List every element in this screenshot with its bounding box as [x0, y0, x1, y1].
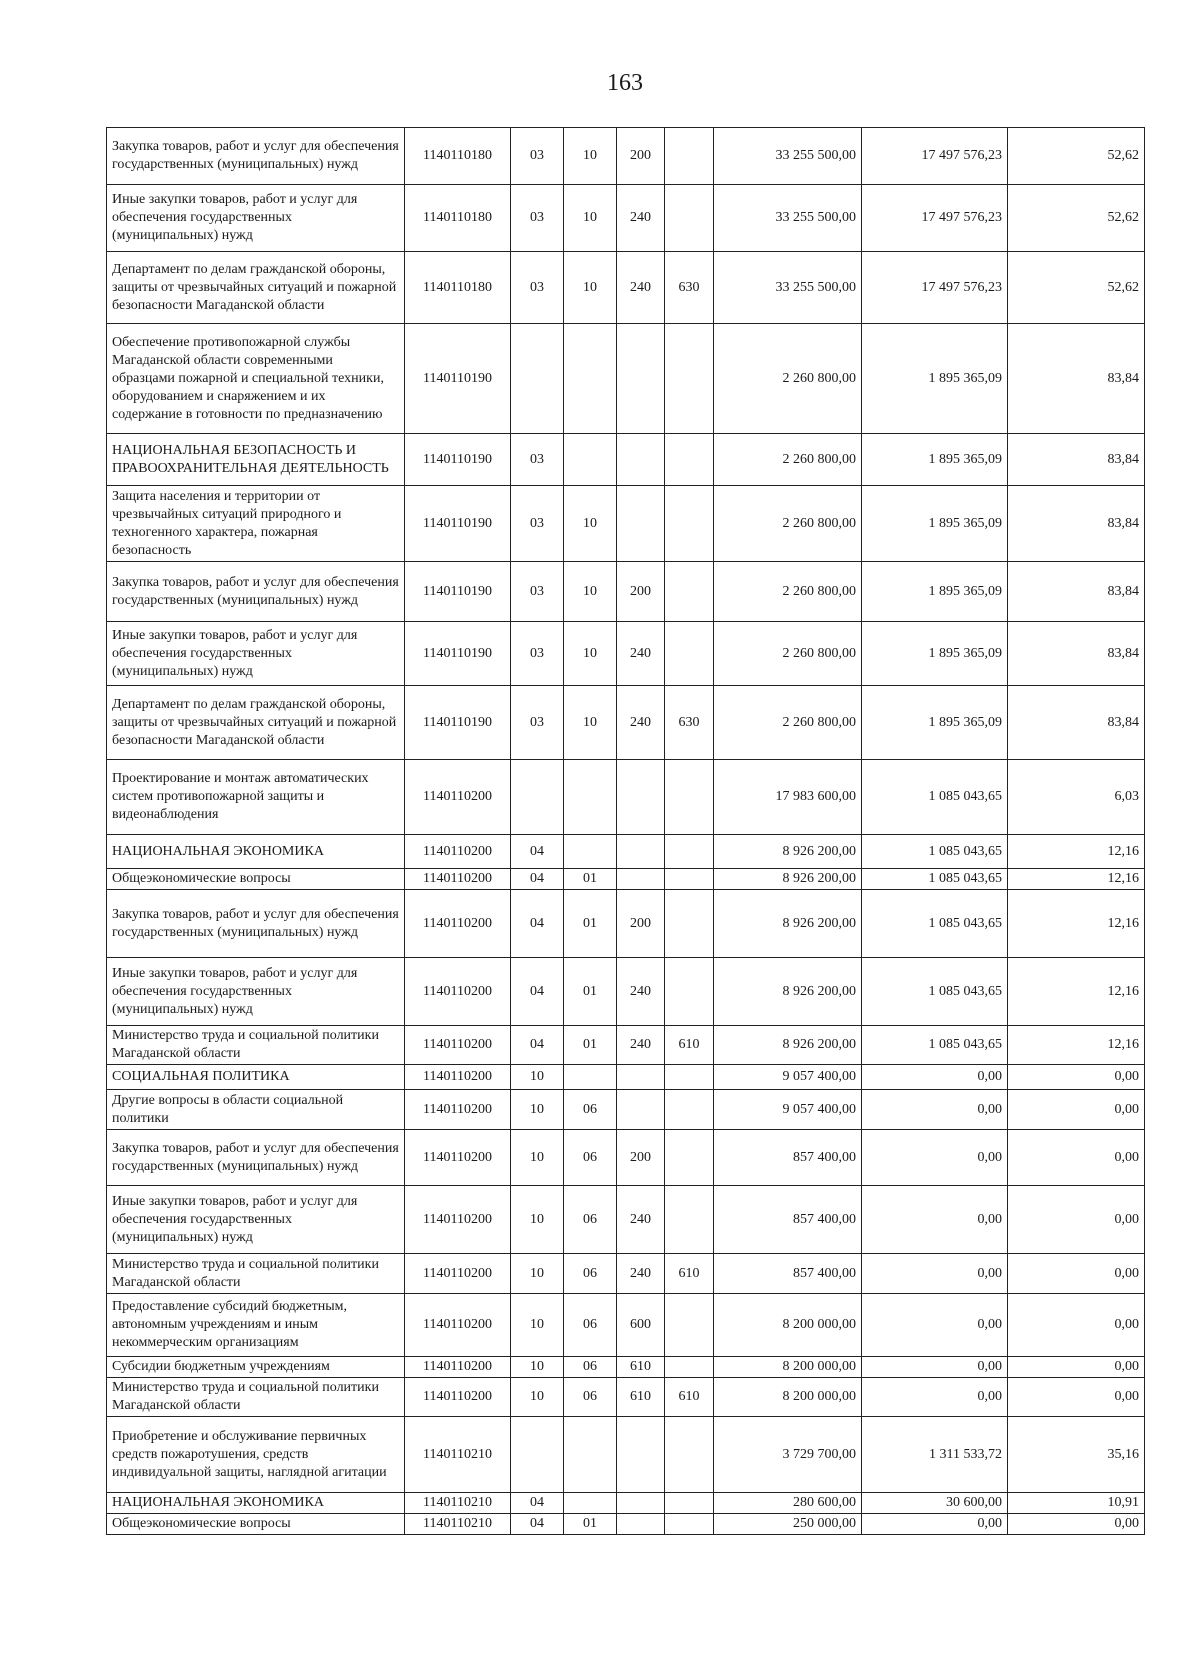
table-row [107, 1378, 1145, 1417]
expense-type-cell: 200 [617, 1130, 665, 1186]
target-article-cell: 1140110200 [405, 1294, 511, 1357]
target-article-cell: 1140110210 [405, 1514, 511, 1535]
administrator-cell [665, 869, 714, 890]
table-row [107, 869, 1145, 890]
planned-amount-cell: 33 255 500,00 [714, 128, 862, 185]
planned-amount-cell: 8 926 200,00 [714, 869, 862, 890]
planned-amount-cell: 9 057 400,00 [714, 1090, 862, 1130]
planned-amount-cell: 857 400,00 [714, 1254, 862, 1294]
executed-amount-cell: 1 895 365,09 [862, 622, 1008, 686]
target-article-cell: 1140110200 [405, 1186, 511, 1254]
executed-amount-cell: 0,00 [862, 1357, 1008, 1378]
percent-cell: 0,00 [1008, 1294, 1145, 1357]
expense-type-cell: 200 [617, 128, 665, 185]
table-body [107, 128, 1145, 1535]
target-article-cell: 1140110190 [405, 486, 511, 562]
row-name-cell: Другие вопросы в области социальной политики [107, 1090, 405, 1130]
expense-type-cell: 200 [617, 562, 665, 622]
table-row [107, 1514, 1145, 1535]
planned-amount-cell: 3 729 700,00 [714, 1417, 862, 1493]
row-name-cell: Общеэкономические вопросы [107, 869, 405, 890]
subsection-cell [564, 1065, 617, 1090]
section-cell: 03 [511, 622, 564, 686]
subsection-cell: 01 [564, 869, 617, 890]
target-article-cell: 1140110180 [405, 252, 511, 324]
subsection-cell: 10 [564, 486, 617, 562]
percent-cell: 83,84 [1008, 434, 1145, 486]
subsection-cell: 06 [564, 1090, 617, 1130]
row-name-cell: Приобретение и обслуживание первичных средств пожаротушения, средств индивидуальной защиты, наглядной агитации [107, 1417, 405, 1493]
planned-amount-cell: 8 200 000,00 [714, 1357, 862, 1378]
row-name-cell: Предоставление субсидий бюджетным, автономным учреждениям и иным некоммерческим организациям [107, 1294, 405, 1357]
target-article-cell: 1140110200 [405, 1357, 511, 1378]
target-article-cell: 1140110200 [405, 1065, 511, 1090]
subsection-cell: 10 [564, 622, 617, 686]
executed-amount-cell: 17 497 576,23 [862, 252, 1008, 324]
subsection-cell: 06 [564, 1357, 617, 1378]
table-row [107, 760, 1145, 835]
subsection-cell [564, 434, 617, 486]
planned-amount-cell: 2 260 800,00 [714, 622, 862, 686]
percent-cell: 52,62 [1008, 128, 1145, 185]
percent-cell: 52,62 [1008, 252, 1145, 324]
administrator-cell [665, 835, 714, 869]
table-row [107, 434, 1145, 486]
executed-amount-cell: 0,00 [862, 1186, 1008, 1254]
percent-cell: 12,16 [1008, 890, 1145, 958]
section-cell: 10 [511, 1254, 564, 1294]
row-name-cell: Министерство труда и социальной политики Магаданской области [107, 1378, 405, 1417]
planned-amount-cell: 280 600,00 [714, 1493, 862, 1514]
target-article-cell: 1140110200 [405, 1026, 511, 1065]
subsection-cell: 01 [564, 958, 617, 1026]
subsection-cell: 10 [564, 686, 617, 760]
section-cell: 04 [511, 1493, 564, 1514]
percent-cell: 35,16 [1008, 1417, 1145, 1493]
percent-cell: 0,00 [1008, 1378, 1145, 1417]
row-name-cell: Закупка товаров, работ и услуг для обеспечения государственных (муниципальных) нужд [107, 890, 405, 958]
executed-amount-cell: 0,00 [862, 1090, 1008, 1130]
expense-type-cell: 600 [617, 1294, 665, 1357]
executed-amount-cell: 1 895 365,09 [862, 324, 1008, 434]
executed-amount-cell: 30 600,00 [862, 1493, 1008, 1514]
target-article-cell: 1140110200 [405, 869, 511, 890]
row-name-cell: Общеэкономические вопросы [107, 1514, 405, 1535]
section-cell: 10 [511, 1378, 564, 1417]
table-row [107, 686, 1145, 760]
percent-cell: 0,00 [1008, 1130, 1145, 1186]
section-cell: 04 [511, 958, 564, 1026]
expense-type-cell [617, 486, 665, 562]
executed-amount-cell: 1 085 043,65 [862, 835, 1008, 869]
administrator-cell [665, 1514, 714, 1535]
planned-amount-cell: 2 260 800,00 [714, 686, 862, 760]
executed-amount-cell: 1 085 043,65 [862, 958, 1008, 1026]
executed-amount-cell: 0,00 [862, 1065, 1008, 1090]
executed-amount-cell: 1 895 365,09 [862, 686, 1008, 760]
row-name-cell: Закупка товаров, работ и услуг для обеспечения государственных (муниципальных) нужд [107, 128, 405, 185]
subsection-cell [564, 1493, 617, 1514]
expense-type-cell [617, 1417, 665, 1493]
expense-type-cell: 240 [617, 958, 665, 1026]
planned-amount-cell: 2 260 800,00 [714, 486, 862, 562]
executed-amount-cell: 1 085 043,65 [862, 760, 1008, 835]
section-cell: 10 [511, 1357, 564, 1378]
percent-cell: 52,62 [1008, 185, 1145, 252]
expense-type-cell [617, 869, 665, 890]
planned-amount-cell: 33 255 500,00 [714, 185, 862, 252]
expense-type-cell: 200 [617, 890, 665, 958]
planned-amount-cell: 2 260 800,00 [714, 324, 862, 434]
table-row [107, 622, 1145, 686]
target-article-cell: 1140110200 [405, 1254, 511, 1294]
planned-amount-cell: 17 983 600,00 [714, 760, 862, 835]
planned-amount-cell: 8 926 200,00 [714, 958, 862, 1026]
expense-type-cell: 610 [617, 1357, 665, 1378]
table-row [107, 1026, 1145, 1065]
section-cell: 04 [511, 1514, 564, 1535]
section-cell: 04 [511, 869, 564, 890]
planned-amount-cell: 2 260 800,00 [714, 562, 862, 622]
percent-cell: 12,16 [1008, 1026, 1145, 1065]
target-article-cell: 1140110210 [405, 1493, 511, 1514]
expense-type-cell [617, 1514, 665, 1535]
percent-cell: 0,00 [1008, 1186, 1145, 1254]
section-cell: 10 [511, 1090, 564, 1130]
expense-type-cell: 240 [617, 1186, 665, 1254]
row-name-cell: СОЦИАЛЬНАЯ ПОЛИТИКА [107, 1065, 405, 1090]
table-row [107, 1357, 1145, 1378]
row-name-cell: Иные закупки товаров, работ и услуг для обеспечения государственных (муниципальных) нужд [107, 1186, 405, 1254]
section-cell: 10 [511, 1130, 564, 1186]
expense-type-cell [617, 1065, 665, 1090]
administrator-cell: 630 [665, 252, 714, 324]
subsection-cell: 06 [564, 1254, 617, 1294]
executed-amount-cell: 17 497 576,23 [862, 185, 1008, 252]
target-article-cell: 1140110190 [405, 324, 511, 434]
planned-amount-cell: 2 260 800,00 [714, 434, 862, 486]
planned-amount-cell: 9 057 400,00 [714, 1065, 862, 1090]
percent-cell: 83,84 [1008, 486, 1145, 562]
expense-type-cell: 240 [617, 622, 665, 686]
table-row [107, 1254, 1145, 1294]
administrator-cell [665, 1493, 714, 1514]
table-row [107, 562, 1145, 622]
subsection-cell: 01 [564, 890, 617, 958]
executed-amount-cell: 0,00 [862, 1294, 1008, 1357]
target-article-cell: 1140110190 [405, 622, 511, 686]
percent-cell: 0,00 [1008, 1090, 1145, 1130]
administrator-cell [665, 562, 714, 622]
subsection-cell: 06 [564, 1294, 617, 1357]
executed-amount-cell: 1 085 043,65 [862, 1026, 1008, 1065]
planned-amount-cell: 8 200 000,00 [714, 1378, 862, 1417]
row-name-cell: Министерство труда и социальной политики Магаданской области [107, 1254, 405, 1294]
percent-cell: 6,03 [1008, 760, 1145, 835]
percent-cell: 0,00 [1008, 1357, 1145, 1378]
administrator-cell [665, 958, 714, 1026]
budget-table [106, 127, 1145, 1535]
administrator-cell: 610 [665, 1378, 714, 1417]
percent-cell: 83,84 [1008, 562, 1145, 622]
expense-type-cell: 610 [617, 1378, 665, 1417]
section-cell [511, 760, 564, 835]
section-cell [511, 1417, 564, 1493]
subsection-cell: 10 [564, 128, 617, 185]
section-cell: 03 [511, 562, 564, 622]
table-row [107, 835, 1145, 869]
administrator-cell [665, 434, 714, 486]
row-name-cell: Закупка товаров, работ и услуг для обеспечения государственных (муниципальных) нужд [107, 562, 405, 622]
table-row [107, 1186, 1145, 1254]
planned-amount-cell: 8 926 200,00 [714, 835, 862, 869]
expense-type-cell [617, 760, 665, 835]
subsection-cell [564, 1417, 617, 1493]
table-row [107, 1493, 1145, 1514]
table-row [107, 486, 1145, 562]
table-row [107, 890, 1145, 958]
subsection-cell: 10 [564, 185, 617, 252]
target-article-cell: 1140110200 [405, 958, 511, 1026]
administrator-cell [665, 1294, 714, 1357]
executed-amount-cell: 1 895 365,09 [862, 434, 1008, 486]
subsection-cell: 06 [564, 1378, 617, 1417]
table-row [107, 1130, 1145, 1186]
row-name-cell: Департамент по делам гражданской обороны, защиты от чрезвычайных ситуаций и пожарной безопасности Магаданской области [107, 686, 405, 760]
executed-amount-cell: 0,00 [862, 1254, 1008, 1294]
row-name-cell: Субсидии бюджетным учреждениям [107, 1357, 405, 1378]
expense-type-cell: 240 [617, 1026, 665, 1065]
administrator-cell [665, 622, 714, 686]
table-row [107, 1065, 1145, 1090]
administrator-cell: 610 [665, 1254, 714, 1294]
planned-amount-cell: 857 400,00 [714, 1186, 862, 1254]
executed-amount-cell: 0,00 [862, 1514, 1008, 1535]
target-article-cell: 1140110200 [405, 1090, 511, 1130]
executed-amount-cell: 0,00 [862, 1130, 1008, 1186]
expense-type-cell: 240 [617, 1254, 665, 1294]
expense-type-cell [617, 835, 665, 869]
section-cell: 10 [511, 1186, 564, 1254]
executed-amount-cell: 1 895 365,09 [862, 562, 1008, 622]
target-article-cell: 1140110200 [405, 835, 511, 869]
row-name-cell: Министерство труда и социальной политики Магаданской области [107, 1026, 405, 1065]
target-article-cell: 1140110190 [405, 562, 511, 622]
section-cell: 03 [511, 434, 564, 486]
expense-type-cell [617, 1090, 665, 1130]
subsection-cell: 01 [564, 1514, 617, 1535]
target-article-cell: 1140110180 [405, 185, 511, 252]
expense-type-cell [617, 434, 665, 486]
administrator-cell [665, 1186, 714, 1254]
percent-cell: 0,00 [1008, 1514, 1145, 1535]
administrator-cell [665, 324, 714, 434]
section-cell: 04 [511, 835, 564, 869]
executed-amount-cell: 1 311 533,72 [862, 1417, 1008, 1493]
row-name-cell: Департамент по делам гражданской обороны, защиты от чрезвычайных ситуаций и пожарной безопасности Магаданской области [107, 252, 405, 324]
subsection-cell [564, 760, 617, 835]
percent-cell: 12,16 [1008, 869, 1145, 890]
expense-type-cell [617, 1493, 665, 1514]
executed-amount-cell: 1 895 365,09 [862, 486, 1008, 562]
subsection-cell: 06 [564, 1130, 617, 1186]
subsection-cell: 10 [564, 562, 617, 622]
row-name-cell: Иные закупки товаров, работ и услуг для обеспечения государственных (муниципальных) нужд [107, 185, 405, 252]
subsection-cell: 10 [564, 252, 617, 324]
percent-cell: 10,91 [1008, 1493, 1145, 1514]
administrator-cell [665, 1090, 714, 1130]
section-cell: 10 [511, 1065, 564, 1090]
percent-cell: 0,00 [1008, 1254, 1145, 1294]
planned-amount-cell: 8 926 200,00 [714, 890, 862, 958]
expense-type-cell: 240 [617, 252, 665, 324]
percent-cell: 0,00 [1008, 1065, 1145, 1090]
planned-amount-cell: 857 400,00 [714, 1130, 862, 1186]
target-article-cell: 1140110200 [405, 1378, 511, 1417]
executed-amount-cell: 17 497 576,23 [862, 128, 1008, 185]
administrator-cell [665, 128, 714, 185]
administrator-cell [665, 890, 714, 958]
planned-amount-cell: 8 200 000,00 [714, 1294, 862, 1357]
table-row [107, 185, 1145, 252]
administrator-cell [665, 1417, 714, 1493]
table-row [107, 324, 1145, 434]
percent-cell: 12,16 [1008, 958, 1145, 1026]
section-cell: 03 [511, 128, 564, 185]
table-row [107, 1090, 1145, 1130]
table-row [107, 1294, 1145, 1357]
row-name-cell: Закупка товаров, работ и услуг для обеспечения государственных (муниципальных) нужд [107, 1130, 405, 1186]
target-article-cell: 1140110200 [405, 890, 511, 958]
executed-amount-cell: 0,00 [862, 1378, 1008, 1417]
row-name-cell: Защита населения и территории от чрезвычайных ситуаций природного и техногенного характера, пожарная безопасность [107, 486, 405, 562]
section-cell: 03 [511, 252, 564, 324]
executed-amount-cell: 1 085 043,65 [862, 869, 1008, 890]
section-cell: 03 [511, 686, 564, 760]
administrator-cell [665, 1357, 714, 1378]
administrator-cell: 610 [665, 1026, 714, 1065]
planned-amount-cell: 8 926 200,00 [714, 1026, 862, 1065]
section-cell: 04 [511, 890, 564, 958]
row-name-cell: НАЦИОНАЛЬНАЯ ЭКОНОМИКА [107, 835, 405, 869]
planned-amount-cell: 33 255 500,00 [714, 252, 862, 324]
expense-type-cell: 240 [617, 185, 665, 252]
planned-amount-cell: 250 000,00 [714, 1514, 862, 1535]
percent-cell: 12,16 [1008, 835, 1145, 869]
row-name-cell: Иные закупки товаров, работ и услуг для обеспечения государственных (муниципальных) нужд [107, 958, 405, 1026]
subsection-cell: 01 [564, 1026, 617, 1065]
page-number: 163 [607, 70, 643, 96]
percent-cell: 83,84 [1008, 686, 1145, 760]
subsection-cell [564, 835, 617, 869]
administrator-cell [665, 1065, 714, 1090]
target-article-cell: 1140110190 [405, 434, 511, 486]
target-article-cell: 1140110200 [405, 1130, 511, 1186]
target-article-cell: 1140110200 [405, 760, 511, 835]
row-name-cell: Обеспечение противопожарной службы Магаданской области современными образцами пожарной и специальной техники, оборудованием и снаряжением и их содержание в готовности по предназначению [107, 324, 405, 434]
administrator-cell [665, 185, 714, 252]
executed-amount-cell: 1 085 043,65 [862, 890, 1008, 958]
section-cell: 03 [511, 185, 564, 252]
subsection-cell: 06 [564, 1186, 617, 1254]
section-cell: 04 [511, 1026, 564, 1065]
target-article-cell: 1140110190 [405, 686, 511, 760]
administrator-cell [665, 486, 714, 562]
section-cell: 03 [511, 486, 564, 562]
administrator-cell: 630 [665, 686, 714, 760]
table-row [107, 958, 1145, 1026]
expense-type-cell: 240 [617, 686, 665, 760]
row-name-cell: НАЦИОНАЛЬНАЯ БЕЗОПАСНОСТЬ И ПРАВООХРАНИТЕЛЬНАЯ ДЕЯТЕЛЬНОСТЬ [107, 434, 405, 486]
administrator-cell [665, 1130, 714, 1186]
target-article-cell: 1140110180 [405, 128, 511, 185]
table-row [107, 252, 1145, 324]
row-name-cell: Иные закупки товаров, работ и услуг для обеспечения государственных (муниципальных) нужд [107, 622, 405, 686]
administrator-cell [665, 760, 714, 835]
expense-type-cell [617, 324, 665, 434]
target-article-cell: 1140110210 [405, 1417, 511, 1493]
section-cell [511, 324, 564, 434]
table-row [107, 1417, 1145, 1493]
percent-cell: 83,84 [1008, 324, 1145, 434]
table-row [107, 128, 1145, 185]
section-cell: 10 [511, 1294, 564, 1357]
subsection-cell [564, 324, 617, 434]
row-name-cell: НАЦИОНАЛЬНАЯ ЭКОНОМИКА [107, 1493, 405, 1514]
row-name-cell: Проектирование и монтаж автоматических систем противопожарной защиты и видеонаблюдения [107, 760, 405, 835]
percent-cell: 83,84 [1008, 622, 1145, 686]
